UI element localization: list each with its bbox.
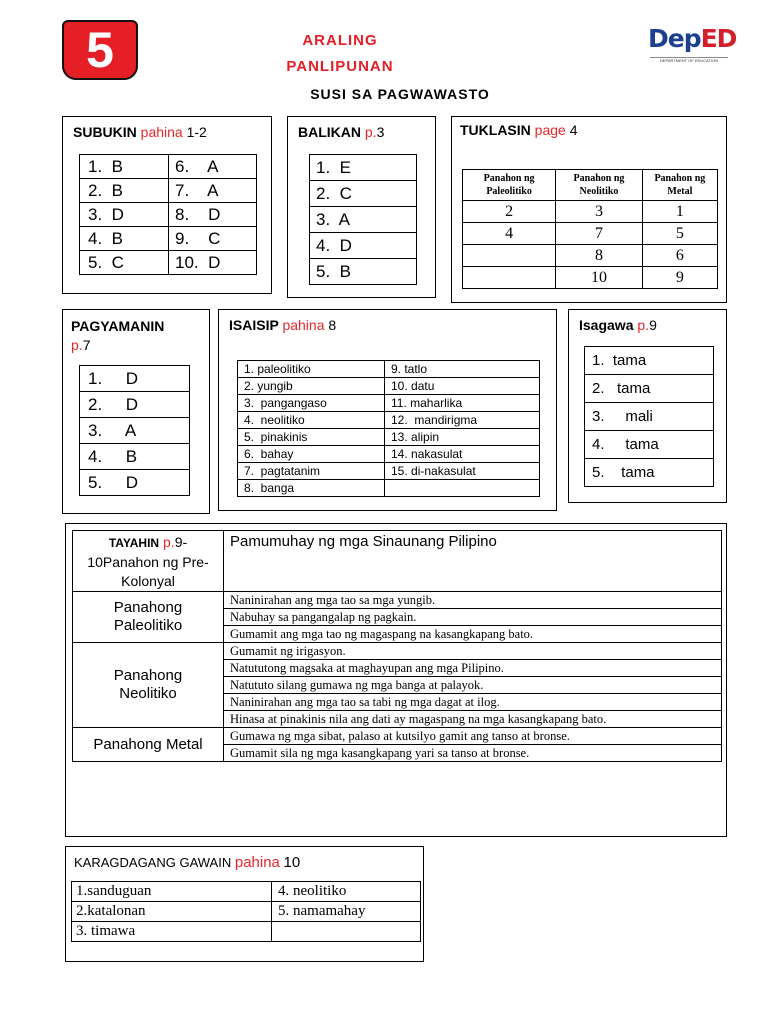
karagdagang-section [65, 846, 424, 962]
table-row [73, 531, 722, 592]
table-cell: 5. B [310, 259, 417, 285]
table-cell: Gumawa ng mga sibat, palaso at kutsilyo gamit ang tanso at bronse. [224, 728, 722, 745]
balikan-title: BALIKAN p.3 [298, 124, 385, 140]
isaisip-section [218, 309, 557, 511]
table-row [72, 902, 421, 922]
table-cell: 6. A [169, 155, 257, 179]
table-cell: 4. tama [585, 431, 714, 459]
deped-logo [648, 24, 737, 66]
table-row [73, 643, 722, 660]
table-cell: 11. maharlika [385, 395, 540, 412]
table-cell: 3. mali [585, 403, 714, 431]
isaisip-table [237, 360, 540, 497]
table-cell: 2. D [80, 392, 190, 418]
table-cell: 4. D [310, 233, 417, 259]
table-cell: 4 [463, 223, 556, 245]
table-cell: 4. B [80, 444, 190, 470]
table-header: Panahon ng Neolitiko [556, 170, 643, 201]
karagdagang-table [71, 881, 421, 942]
karagdagang-title: KARAGDAGANG GAWAIN pahina 10 [74, 854, 301, 871]
table-cell: 4. B [80, 227, 169, 251]
table-cell: 3 [556, 201, 643, 223]
tuklasin-table [462, 169, 718, 289]
pagyamanin-section [62, 309, 210, 514]
table-row [80, 227, 257, 251]
table-cell: 7. pagtatanim [238, 463, 385, 480]
table-cell: 2 [463, 201, 556, 223]
balikan-section [287, 116, 436, 298]
table-cell: Gumamit sila ng mga kasangkapang yari sa tanso at bronse. [224, 745, 722, 762]
table-row [310, 259, 417, 285]
table-cell: 7. A [169, 179, 257, 203]
title-line-2: PANLIPUNAN [286, 58, 394, 75]
title-line-1: ARALING [302, 32, 378, 49]
table-cell: Natututo silang gumawa ng mga banga at palayok. [224, 677, 722, 694]
logo-subtext: DEPARTMENT OF EDUCATION [650, 57, 728, 63]
table-row [80, 366, 190, 392]
table-cell: Naninirahan ang mga tao sa mga yungib. [224, 592, 722, 609]
table-cell: 5. C [80, 251, 169, 275]
table-cell: 13. alipin [385, 429, 540, 446]
isagawa-title: Isagawa p.9 [579, 317, 657, 333]
table-row [463, 223, 718, 245]
table-cell: 8. D [169, 203, 257, 227]
table-cell: 3. pangangaso [238, 395, 385, 412]
table-cell: 1. D [80, 366, 190, 392]
table-cell: 2. C [310, 181, 417, 207]
table-cell: 9. C [169, 227, 257, 251]
table-cell: 5. namamahay [272, 902, 421, 922]
table-cell: 15. di-nakasulat [385, 463, 540, 480]
table-cell: 3. D [80, 203, 169, 227]
table-cell: 1. tama [585, 347, 714, 375]
table-cell: 7 [556, 223, 643, 245]
table-row [80, 251, 257, 275]
table-row [463, 201, 718, 223]
table-row [310, 155, 417, 181]
table-row [80, 418, 190, 444]
tayahin-section [65, 523, 727, 837]
period-label: Panahong Metal [73, 728, 224, 762]
table-cell: 6 [642, 245, 717, 267]
table-row [238, 429, 540, 446]
table-row [80, 155, 257, 179]
table-cell: 1 [642, 201, 717, 223]
table-row [72, 922, 421, 942]
table-cell: 3. A [80, 418, 190, 444]
table-cell: 2.katalonan [72, 902, 272, 922]
logo-text-ed: ED [700, 24, 737, 53]
logo-text-dep: Dep [648, 24, 701, 53]
table-row [585, 375, 714, 403]
table-cell: 1. E [310, 155, 417, 181]
period-label: Panahong Neolitiko [73, 643, 224, 728]
table-row [238, 412, 540, 429]
table-row [238, 395, 540, 412]
subtitle: SUSI SA PAGWAWASTO [310, 86, 490, 102]
table-cell: 4. neolitiko [238, 412, 385, 429]
table-row [585, 347, 714, 375]
table-row [585, 459, 714, 487]
pagyamanin-table [79, 365, 190, 496]
table-cell: 5. D [80, 470, 190, 496]
table-row [238, 378, 540, 395]
table-row [310, 181, 417, 207]
table-cell: 5 [642, 223, 717, 245]
table-row [310, 233, 417, 259]
subukin-table [79, 154, 257, 275]
table-cell: Hinasa at pinakinis nila ang dati ay magaspang na mga kasangkapang bato. [224, 711, 722, 728]
table-row [80, 203, 257, 227]
table-row [463, 267, 718, 289]
table-row [80, 179, 257, 203]
table-cell: 2. B [80, 179, 169, 203]
isagawa-table [584, 346, 714, 487]
table-row [238, 463, 540, 480]
period-label: Panahong Paleolitiko [73, 592, 224, 643]
table-header: Pamumuhay ng mga Sinaunang Pilipino [224, 531, 722, 592]
table-cell: 6. bahay [238, 446, 385, 463]
subukin-title: SUBUKIN pahina 1-2 [73, 124, 207, 140]
tayahin-title-cell: TAYAHIN p.9- 10Panahon ng Pre-Kolonyal [73, 531, 224, 592]
table-cell: 1. B [80, 155, 169, 179]
tayahin-table [72, 530, 722, 762]
table-cell: Gumamit ang mga tao ng magaspang na kasangkapang bato. [224, 626, 722, 643]
grade-badge: 5 [62, 20, 138, 80]
table-row [463, 170, 718, 201]
table-cell: 1.sanduguan [72, 882, 272, 902]
balikan-table [309, 154, 417, 285]
table-row [80, 470, 190, 496]
table-cell: 10. datu [385, 378, 540, 395]
table-row [463, 245, 718, 267]
table-row [585, 403, 714, 431]
table-cell: Gumamit ng irigasyon. [224, 643, 722, 660]
table-cell [385, 480, 540, 497]
tuklasin-title: TUKLASIN page 4 [460, 122, 578, 138]
table-cell: 8. banga [238, 480, 385, 497]
table-row [73, 728, 722, 745]
table-cell [463, 245, 556, 267]
subukin-section [62, 116, 272, 294]
table-row [238, 361, 540, 378]
table-row [585, 431, 714, 459]
tuklasin-section [451, 116, 727, 303]
table-cell: 10 [556, 267, 643, 289]
table-cell [272, 922, 421, 942]
table-cell: 3. A [310, 207, 417, 233]
pagyamanin-title: PAGYAMANIN p.7 [71, 318, 165, 353]
isagawa-section [568, 309, 727, 503]
table-cell: Natututong magsaka at maghayupan ang mga Pilipino. [224, 660, 722, 677]
table-cell: Naninirahan ang mga tao sa tabi ng mga dagat at ilog. [224, 694, 722, 711]
table-row [80, 392, 190, 418]
table-header: Panahon ng Metal [642, 170, 717, 201]
table-cell: 3. timawa [72, 922, 272, 942]
table-cell: 4. neolitiko [272, 882, 421, 902]
table-cell: 9 [642, 267, 717, 289]
table-row [238, 446, 540, 463]
table-cell: 1. paleolitiko [238, 361, 385, 378]
table-cell: 8 [556, 245, 643, 267]
table-row [72, 882, 421, 902]
table-row [80, 444, 190, 470]
table-row [73, 592, 722, 609]
table-row [238, 480, 540, 497]
table-cell: 12. mandirigma [385, 412, 540, 429]
table-cell: 2. tama [585, 375, 714, 403]
table-cell: 2. yungib [238, 378, 385, 395]
table-row [310, 207, 417, 233]
table-cell [463, 267, 556, 289]
table-cell: 14. nakasulat [385, 446, 540, 463]
isaisip-title: ISAISIP pahina 8 [229, 317, 337, 333]
table-cell: 10. D [169, 251, 257, 275]
table-cell: 5. pinakinis [238, 429, 385, 446]
table-cell: 5. tama [585, 459, 714, 487]
table-cell: Nabuhay sa pangangalap ng pagkain. [224, 609, 722, 626]
table-cell: 9. tatlo [385, 361, 540, 378]
table-header: Panahon ng Paleolitiko [463, 170, 556, 201]
